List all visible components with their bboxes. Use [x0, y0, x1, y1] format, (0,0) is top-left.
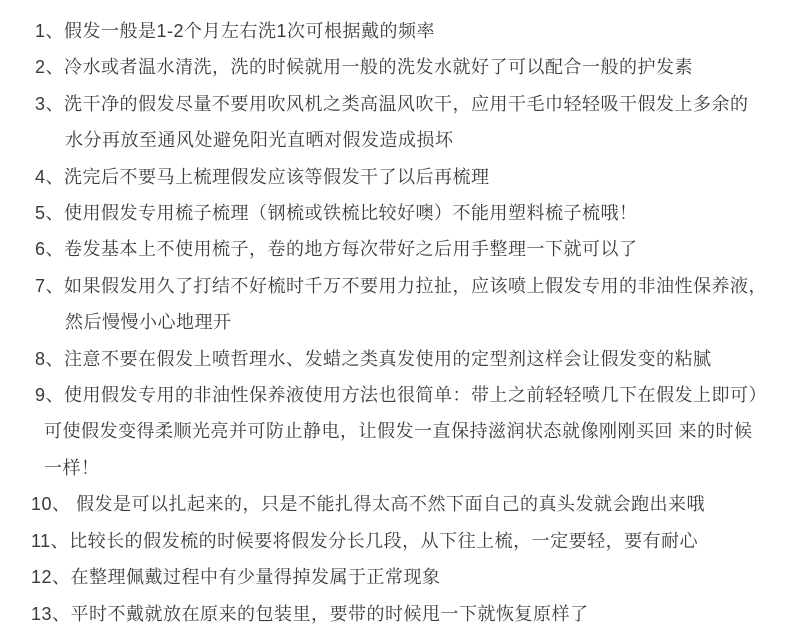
item-text: 洗干净的假发尽量不要用吹风机之类高温风吹干，应用干毛巾轻轻吸干假发上多余的	[64, 93, 749, 114]
item-text: 使用假发专用梳子梳理（钢梳或铁梳比较好噢）不能用塑料梳子梳哦！	[64, 203, 638, 224]
item-number: 7、	[35, 275, 65, 296]
list-item	[0, 195, 790, 231]
item-text: 可使假发变得柔顺光亮并可防止静电，让假发一直保持滋润状态就像刚刚买回 来的时候	[44, 421, 753, 442]
item-text: 比较长的假发梳的时候要将假发分长几段，从下往上梳，一定要轻，要有耐心	[69, 530, 699, 551]
item-text: 然后慢慢小心地理开	[65, 312, 232, 333]
item-number: 3、	[35, 93, 65, 114]
item-text: 假发一般是1-2个月左右洗1次可根据戴的频率	[64, 21, 436, 41]
list-item	[0, 486, 790, 522]
list-item	[0, 159, 790, 195]
list-item	[0, 268, 790, 304]
item-number: 9、	[35, 385, 65, 406]
list-item-continuation	[0, 122, 790, 158]
list-item-continuation	[0, 304, 790, 340]
list-item	[0, 86, 790, 122]
item-text: 注意不要在假发上喷哲理水、发蜡之类真发使用的定型剂这样会让假发变的粘腻	[64, 348, 712, 369]
list-item	[0, 49, 790, 85]
item-text: 卷发基本上不使用梳子，卷的地方每次带好之后用手整理一下就可以了	[64, 239, 638, 260]
item-number: 11、	[31, 530, 70, 551]
item-number: 13、	[31, 603, 71, 624]
item-text: 如果假发用久了打结不好梳时千万不要用力拉扯，应该喷上假发专用的非油性保养液，	[64, 275, 768, 296]
list-item-continuation	[0, 413, 790, 449]
item-number: 10、	[31, 494, 71, 515]
item-text: 水分再放至通风处避免阳光直晒对假发造成损坏	[65, 130, 454, 151]
item-number: 2、	[35, 57, 65, 78]
list-item-continuation	[0, 450, 790, 486]
item-text: 在整理佩戴过程中有少量得掉发属于正常现象	[70, 567, 441, 588]
item-text: 一样！	[44, 457, 100, 478]
item-text: 假发是可以扎起来的，只是不能扎得太高不然下面自己的真头发就会跑出来哦	[70, 494, 706, 515]
item-number: 5、	[35, 203, 65, 224]
item-number: 4、	[35, 166, 65, 187]
list-item	[0, 231, 790, 267]
list-item	[0, 341, 790, 377]
list-item	[0, 377, 790, 413]
list-item	[0, 596, 790, 632]
item-number: 12、	[31, 567, 71, 588]
item-text: 冷水或者温水清洗，洗的时候就用一般的洗发水就好了可以配合一般的护发素	[64, 57, 694, 78]
item-number: 8、	[35, 348, 65, 369]
item-text: 洗完后不要马上梳理假发应该等假发干了以后再梳理	[64, 166, 490, 187]
list-item	[0, 13, 790, 49]
item-number: 1、	[35, 21, 65, 41]
list-item	[0, 559, 790, 595]
list-item	[0, 523, 790, 559]
item-text: 平时不戴就放在原来的包装里，要带的时候甩一下就恢复原样了	[70, 603, 589, 624]
item-text: 使用假发专用的非油性保养液使用方法也很简单：带上之前轻轻喷几下在假发上即可）	[64, 385, 768, 406]
item-number: 6、	[35, 239, 65, 260]
